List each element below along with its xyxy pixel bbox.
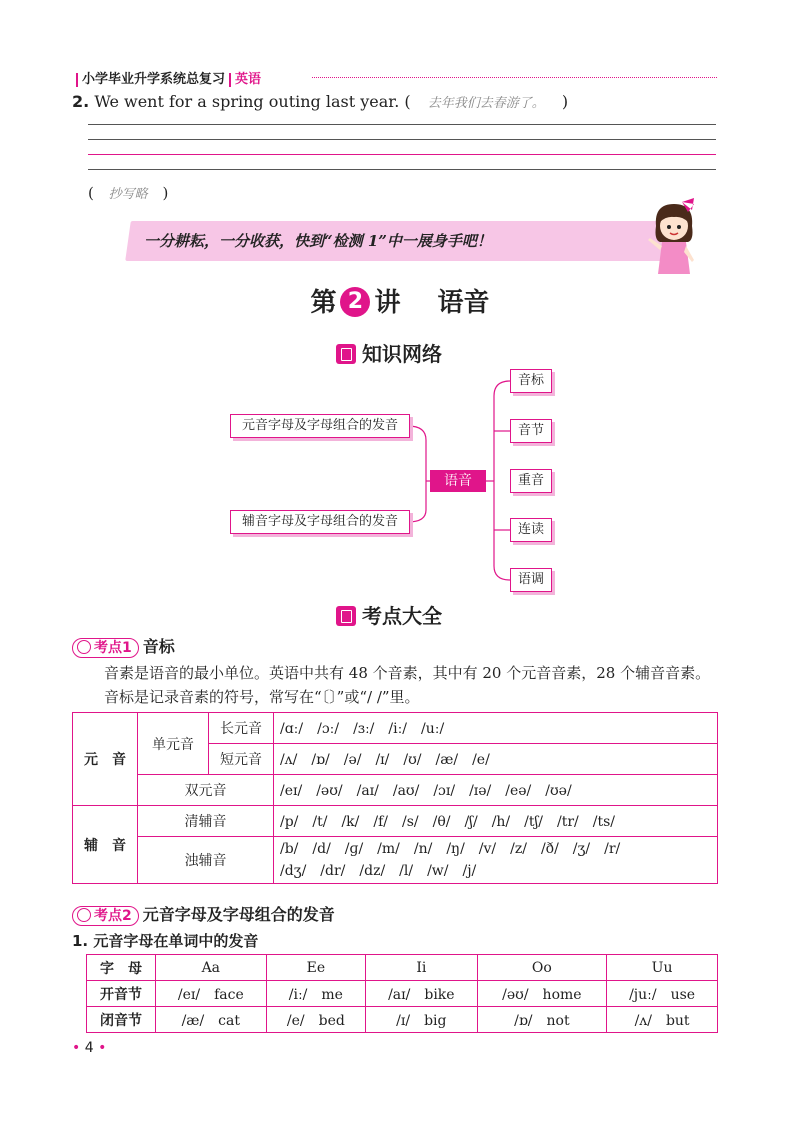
- map-node-phonetic-symbols: 音标: [510, 369, 552, 393]
- header-cell: Oo: [477, 955, 607, 981]
- vowel-category: 元 音: [73, 713, 138, 806]
- voiceless-values: /p/ /t/ /k/ /f/ /s/ /θ/ /ʃ/ /h/ /tʃ/ /tr/ /ts/: [274, 806, 718, 837]
- diphthong-label: 双元音: [138, 775, 274, 806]
- point2-title: 元音字母及字母组合的发音: [142, 905, 335, 924]
- monophthong-label: 单元音: [138, 713, 209, 775]
- long-vowel-label: 长元音: [209, 713, 274, 744]
- copy-open-paren: (: [88, 184, 94, 202]
- header-cell: Uu: [607, 955, 718, 981]
- lesson-prefix: 第: [310, 288, 337, 318]
- vowel-letter-table: [86, 954, 718, 1033]
- map-node-vowel-letters: 元音字母及字母组合的发音: [230, 414, 410, 438]
- table-cell: /ɒ/ not: [477, 1007, 607, 1033]
- map-node-syllable: 音节: [510, 419, 552, 443]
- header-cell: Aa: [156, 955, 267, 981]
- banner-text: 一分耕耘，一分收获，快到“检测 1”中一展身手吧！: [144, 232, 492, 250]
- header-cell: 字 母: [87, 955, 156, 981]
- voiced-values-line-2: /dʒ/ /dr/ /dz/ /l/ /w/ /j/: [280, 863, 477, 879]
- point1-paragraph-1: 音素是语音的最小单位。英语中共有 48 个音素，其中有 20 个元音音素，28 个辅音音素。: [104, 664, 711, 682]
- long-vowel-values: /ɑː/ /ɔː/ /ɜː/ /iː/ /uː/: [274, 713, 718, 744]
- subject-label: 英语: [235, 72, 262, 87]
- voiced-values: [274, 837, 718, 884]
- table-cell: /ʌ/ but: [607, 1007, 718, 1033]
- table-row: [73, 713, 718, 744]
- copy-answer: 抄写略: [108, 187, 148, 202]
- table-cell: /eɪ/ face: [156, 981, 267, 1007]
- map-node-consonant-letters: 辅音字母及字母组合的发音: [230, 510, 410, 534]
- exercise-sentence: We went for a spring outing last year.: [94, 92, 400, 111]
- voiced-label: 浊辅音: [138, 837, 274, 884]
- table-cell: /juː/ use: [607, 981, 718, 1007]
- point1-heading: [72, 634, 175, 658]
- table-header-row: [87, 955, 718, 981]
- lesson-topic: 语音: [437, 288, 490, 318]
- table-cell: /e/ bed: [266, 1007, 366, 1033]
- point2-badge-label: 考点2: [94, 908, 132, 924]
- table-cell: /əʊ/ home: [477, 981, 607, 1007]
- close-paren: ): [561, 92, 569, 111]
- table-cell: /æ/ cat: [156, 1007, 267, 1033]
- open-paren: (: [404, 92, 411, 111]
- exam-points-heading: [336, 600, 442, 629]
- row-label: 闭音节: [87, 1007, 156, 1033]
- table-row: [73, 775, 718, 806]
- short-vowel-values: /ʌ/ /ɒ/ /ə/ /ɪ/ /ʊ/ /æ/ /e/: [274, 744, 718, 775]
- table-row: [73, 837, 718, 884]
- phonetic-symbol-table: [72, 712, 718, 884]
- diphthong-values: /eɪ/ /əʊ/ /aɪ/ /aʊ/ /ɔɪ/ /ɪə/ /eə/ /ʊə/: [274, 775, 718, 806]
- row-label: 开音节: [87, 981, 156, 1007]
- voiced-values-line-1: /b/ /d/ /ɡ/ /m/ /n/ /ŋ/ /v/ /z/ /ð/ /ʒ/ /r/: [280, 841, 621, 857]
- book-title: 小学毕业升学系统总复习: [82, 72, 226, 87]
- point1-badge: [72, 638, 139, 658]
- page-dot: •: [72, 1040, 81, 1056]
- point1-paragraph-2: 音标是记录音素的符号，常写在“〔〕”或“/ /”里。: [104, 688, 420, 706]
- point1-badge-label: 考点1: [94, 640, 132, 656]
- table-cell: /iː/ me: [266, 981, 366, 1007]
- page-number-value: 4: [84, 1040, 94, 1056]
- copy-close-paren: ): [162, 184, 169, 202]
- map-node-stress: 重音: [510, 469, 552, 493]
- page-dot: •: [98, 1040, 107, 1056]
- lesson-suffix: 讲: [374, 288, 401, 318]
- header-cell: Ii: [366, 955, 477, 981]
- map-node-linking: 连读: [510, 518, 552, 542]
- voiceless-label: 清辅音: [138, 806, 274, 837]
- lesson-number-badge: 2: [340, 287, 370, 317]
- consonant-category: 辅 音: [73, 806, 138, 884]
- exercise-answer: 去年我们去春游了。: [427, 96, 545, 111]
- table-row: [87, 981, 718, 1007]
- header-cell: Ee: [266, 955, 366, 981]
- target-icon: [77, 908, 91, 922]
- short-vowel-label: 短元音: [209, 744, 274, 775]
- map-node-intonation: 语调: [510, 568, 552, 592]
- target-icon: [77, 640, 91, 654]
- table-row: [87, 1007, 718, 1033]
- exam-points-title: 考点大全: [362, 604, 442, 628]
- exercise-number: 2.: [72, 92, 90, 111]
- table-row: [73, 806, 718, 837]
- page-number: [72, 1040, 106, 1056]
- map-center-node: 语音: [430, 470, 486, 492]
- table-cell: /ɪ/ big: [366, 1007, 477, 1033]
- point2-heading: [72, 902, 335, 926]
- table-cell: /aɪ/ bike: [366, 981, 477, 1007]
- point1-title: 音标: [142, 637, 175, 656]
- subsection-1-title: 1. 元音字母在单词中的发音: [72, 932, 259, 950]
- knowledge-network-title: 知识网络: [362, 342, 442, 366]
- point2-badge: [72, 906, 139, 926]
- notebook-icon: [336, 606, 356, 626]
